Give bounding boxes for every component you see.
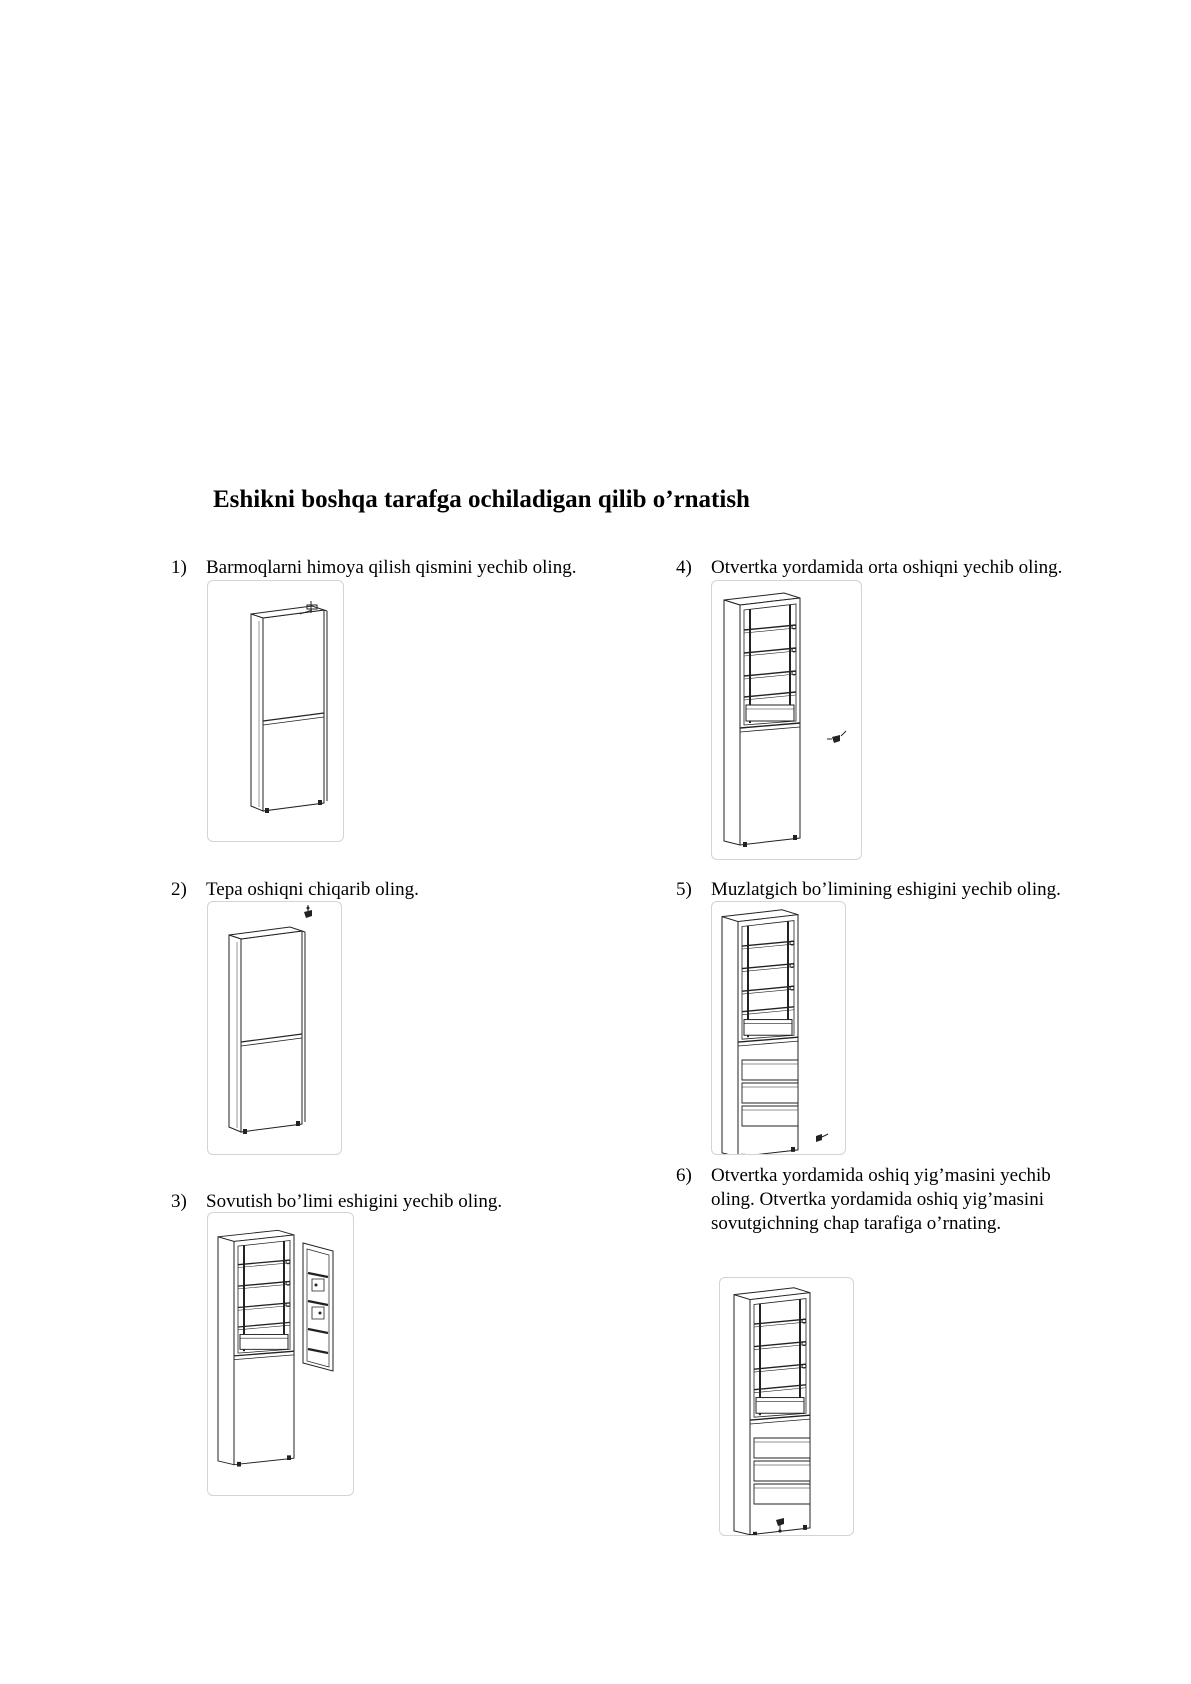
step-number: 6) [676, 1165, 692, 1186]
step-text: Otvertka yordamida oshiq yig’masini yechib oling. Otvertka yordamida oshiq yig’masini sovutgichning chap tarafiga o’rnating. [711, 1165, 1051, 1234]
step-1 [171, 556, 611, 582]
page-title: Eshikni boshqa tarafga ochiladigan qilib o’rnatish [213, 486, 750, 513]
step-6-illustration [719, 1277, 854, 1536]
middle-hinge-icon [827, 731, 846, 743]
step-number: 4) [676, 557, 692, 578]
step-1-illustration [207, 580, 344, 842]
step-number: 5) [676, 879, 692, 900]
step-text: Barmoqlarni himoya qilish qismini yechib oling. [206, 557, 577, 578]
step-number: 3) [171, 1191, 187, 1212]
step-text: Muzlatgich bo’limining eshigini yechib oling. [711, 879, 1061, 900]
step-4-illustration [711, 580, 862, 860]
step-text: Otvertka yordamida orta oshiqni yechib oling. [711, 557, 1063, 578]
step-number: 2) [171, 879, 187, 900]
step-2-illustration [207, 901, 342, 1155]
step-3-illustration [207, 1212, 354, 1496]
step-text: Tepa oshiqni chiqarib oling. [206, 879, 419, 900]
removed-door-icon [303, 1243, 333, 1371]
step-6 [676, 1164, 1121, 1242]
step-5-illustration [711, 901, 846, 1155]
freezer-drawers [754, 1438, 810, 1504]
step-4 [676, 556, 1121, 582]
step-text: Sovutish bo’limi eshigini yechib oling. [206, 1191, 503, 1212]
step-number: 1) [171, 557, 187, 578]
bottom-hinge-screw-icon [816, 1134, 828, 1142]
top-hinge-icon [304, 905, 312, 918]
freezer-drawers [742, 1060, 798, 1126]
